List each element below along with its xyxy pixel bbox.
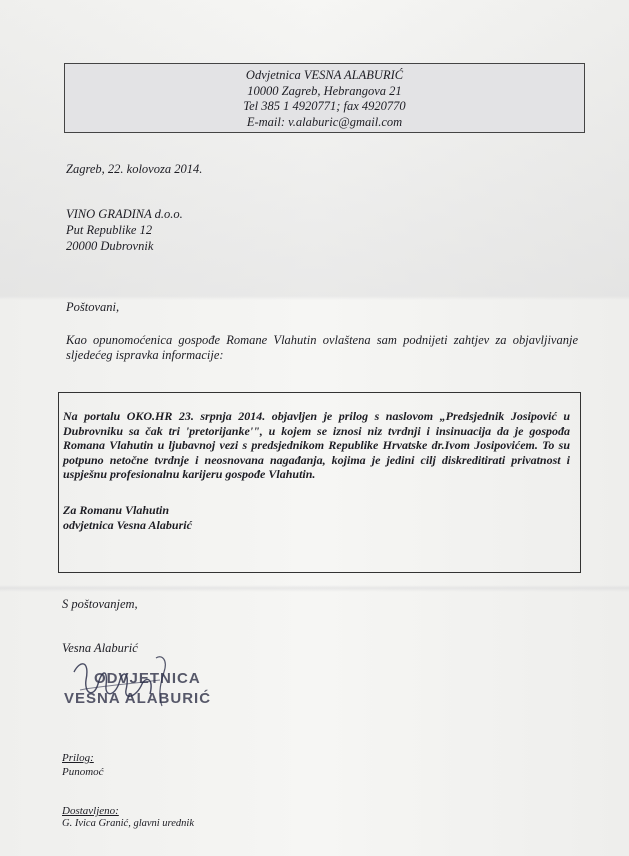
recipient-street: Put Republike 12 bbox=[66, 223, 153, 237]
letter-date: Zagreb, 22. kolovoza 2014. bbox=[66, 162, 203, 176]
lawyer-stamp bbox=[60, 650, 212, 720]
correction-text: Na portalu OKO.HR 23. srpnja 2014. objavljen je prilog s naslovom „Predsjednik Josipović u Dubrovniku sa čak tri 'pretorijanke'", u kojem se iznosi niz tvrdnji i insinuacija da je gospođa Romana Vlahutin u ljubavnoj vezi s predsjednikom Republike Hrvatske dr.Ivom Josipovićem. To su potpuno netočne tvrdnje i neosnovana nagađanja, kojima je jedini cilj diskreditirati privatnost i uspješnu profesionalnu karijeru gospođe Vlahutin. bbox=[63, 409, 570, 481]
letterhead-name: Odvjetnica VESNA ALABURIĆ bbox=[245, 68, 404, 82]
letterhead-email: E-mail: v.alaburic@gmail.com bbox=[246, 114, 403, 129]
delivered-label: Dostavljeno: bbox=[62, 805, 119, 817]
delivered-value: G. Ivica Granić, glavni urednik bbox=[62, 818, 194, 829]
signer-name: Vesna Alaburić bbox=[62, 641, 138, 655]
letterhead-phone: Tel 385 1 4920771; fax 4920770 bbox=[243, 99, 406, 113]
correction-signature bbox=[63, 503, 192, 533]
correction-sign-line2: odvjetnica Vesna Alaburić bbox=[63, 518, 192, 532]
attachment-value: Punomoć bbox=[62, 766, 104, 778]
letterhead-box bbox=[64, 63, 585, 133]
recipient-address bbox=[66, 206, 183, 254]
intro-paragraph: Kao opunomoćenica gospođe Romane Vlahutin ovlaštena sam podnijeti zahtjev za objavljivanje sljedećeg ispravka informacije: bbox=[66, 333, 578, 362]
correction-box bbox=[58, 392, 581, 573]
handwritten-signature bbox=[60, 650, 200, 720]
recipient-company: VINO GRADINA d.o.o. bbox=[66, 207, 183, 221]
attachment-label: Prilog: bbox=[62, 752, 94, 764]
greeting: Poštovani, bbox=[66, 300, 120, 314]
stamp-line2: VESNA ALABURIĆ bbox=[64, 690, 212, 707]
letterhead-address: 10000 Zagreb, Hebrangova 21 bbox=[247, 83, 402, 98]
closing: S poštovanjem, bbox=[62, 597, 138, 611]
recipient-city: 20000 Dubrovnik bbox=[66, 239, 154, 253]
stamp-line1: ODVJETNICA bbox=[94, 670, 201, 687]
correction-sign-line1: Za Romanu Vlahutin bbox=[63, 503, 170, 517]
